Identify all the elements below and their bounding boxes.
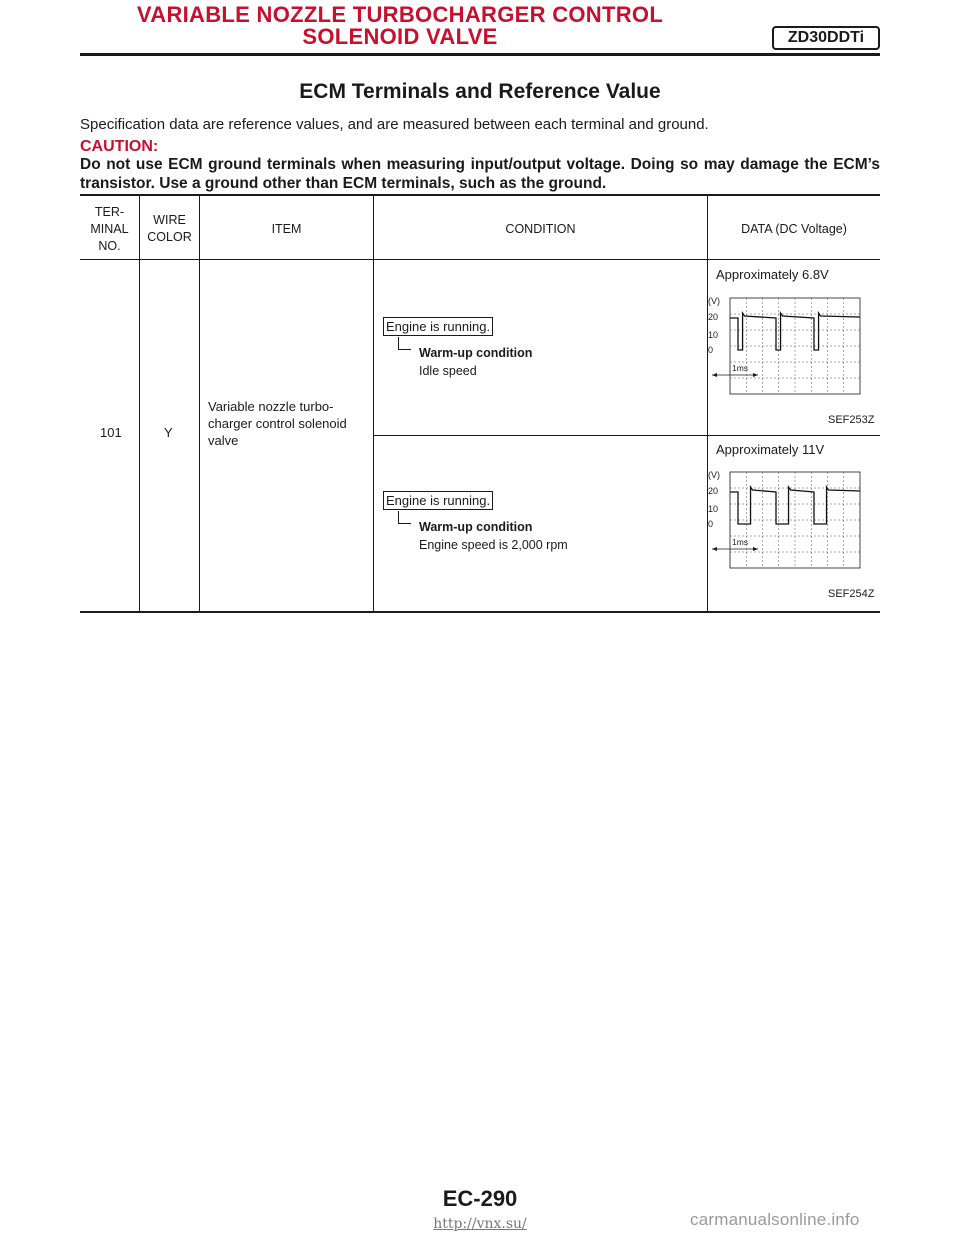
header-data: DATA (DC Voltage) — [741, 222, 847, 236]
scope-grid — [730, 298, 860, 394]
time-span-arrow — [712, 547, 758, 551]
header-wire-color: WIRE COLOR — [147, 213, 192, 244]
condition-box-engine-running: Engine is running. — [383, 317, 493, 336]
condition-bracket — [398, 511, 411, 524]
scope-time-label: 1ms — [732, 537, 749, 547]
watermark: carmanualsonline.info — [690, 1210, 860, 1229]
header-item: ITEM — [271, 222, 302, 236]
header-rule — [80, 53, 880, 56]
scope-y-label: 10 — [708, 504, 719, 514]
scope-unit-label: (V) — [708, 470, 720, 480]
condition-row-divider — [374, 435, 880, 436]
figure-code: SEF253Z — [828, 414, 875, 426]
scope-y-label: 10 — [708, 330, 719, 340]
header-title — [120, 4, 680, 48]
header-row-divider — [80, 259, 880, 260]
condition-bracket — [398, 337, 411, 350]
condition-sub: Warm-up condition Idle speed — [419, 346, 533, 378]
caution-label: CAUTION: — [80, 138, 159, 155]
item-cell: Variable nozzle turbo- charger control solenoid valve — [208, 399, 347, 448]
oscilloscope-waveform-idle — [708, 290, 880, 402]
data-value: Approximately 11V — [716, 442, 825, 457]
wire-color-cell: Y — [164, 425, 173, 440]
figure-code: SEF254Z — [828, 588, 875, 600]
model-badge: ZD30DDTi — [772, 26, 880, 50]
footer-url[interactable]: http://vnx.su/ — [433, 1216, 527, 1232]
ecm-terminal-table — [80, 194, 880, 613]
scope-y-label: 0 — [708, 345, 714, 355]
header-terminal-no: TER- MINAL NO. — [90, 205, 129, 253]
condition-sub: Warm-up condition Engine speed is 2,000 rpm — [419, 520, 568, 552]
section-title: ECM Terminals and Reference Value — [299, 80, 661, 103]
scope-y-label: 20 — [708, 486, 719, 496]
terminal-no-cell: 101 — [100, 425, 122, 440]
header-title-line2: SOLENOID VALVE — [302, 24, 498, 49]
caution-text: Do not use ECM ground terminals when measuring input/output voltage. Doing so may damage the ECM’s transistor. Use a ground other than ECM terminals, such as the ground. — [80, 156, 880, 192]
time-span-arrow — [712, 373, 758, 377]
condition-box-engine-running: Engine is running. — [383, 491, 493, 510]
scope-unit-label: (V) — [708, 296, 720, 306]
scope-grid — [730, 472, 860, 568]
scope-y-label: 20 — [708, 312, 719, 322]
page-number: EC-290 — [442, 1186, 518, 1211]
header-condition: CONDITION — [505, 222, 576, 236]
header-title-line1: VARIABLE NOZZLE TURBOCHARGER CONTROL — [136, 2, 664, 27]
scope-y-label: 0 — [708, 519, 714, 529]
data-value: Approximately 6.8V — [716, 267, 829, 282]
scope-time-label: 1ms — [732, 363, 749, 373]
spec-note: Specification data are reference values, and are measured between each terminal and ground. — [80, 116, 709, 133]
oscilloscope-waveform-2000rpm — [708, 464, 880, 576]
